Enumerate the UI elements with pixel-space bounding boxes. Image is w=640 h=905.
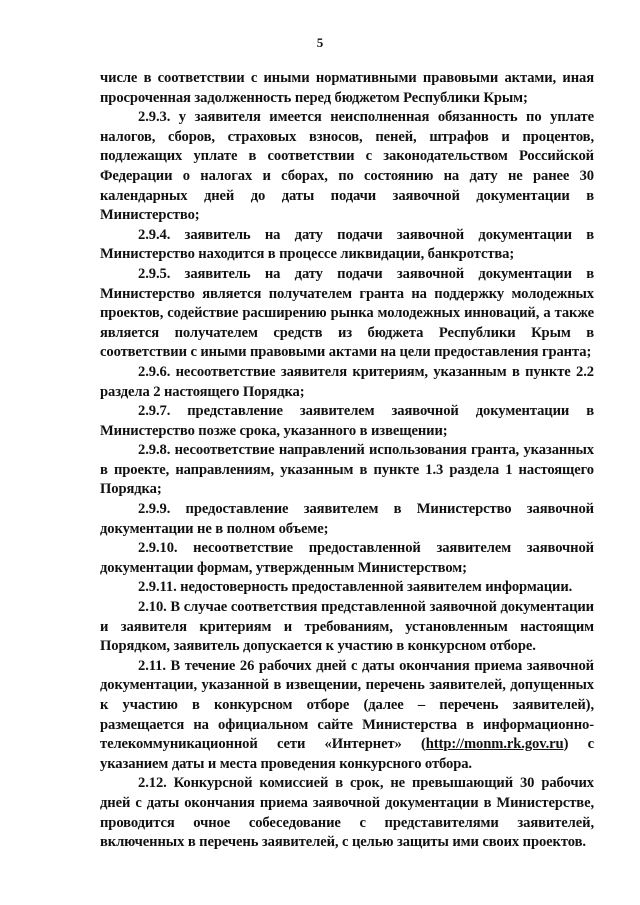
paragraph-2-10: 2.10. В случае соответствия представленной заявочной документации и заявителя критериям и требованиям, установленным настоящим Порядком, заявитель допускается к участию в конкурсном отборе. (100, 599, 594, 655)
paragraph-2-11-text-before: 2.11. В течение 26 рабочих дней с даты окончания приема заявочной документации, указанной в извещении, перечень заявителей, допущенных к участию в конкурсном отборе (далее – перечень заявителей), размещается на официальном сайте Министерства в информационно-телекоммуникационной сети «Интернет» ( (100, 657, 594, 753)
paragraph-2-9-9: 2.9.9. предоставление заявителем в Министерство заявочной документации не в полном объеме; (100, 501, 594, 537)
document-body (100, 69, 594, 853)
paragraph-2-9-3: 2.9.3. у заявителя имеется неисполненная обязанность по уплате налогов, сборов, страховых взносов, пеней, штрафов и процентов, подлежащих уплате в соответствии с законодательством Российской Федерации о налогах и сборах, по состоянию на дату не ранее 30 календарных дней до даты подачи заявочной документации в Министерство; (100, 109, 594, 224)
paragraph-2-9-6: 2.9.6. несоответствие заявителя критериям, указанным в пункте 2.2 раздела 2 настоящего Порядка; (100, 363, 594, 400)
paragraph-2-12: 2.12. Конкурсной комиссией в срок, не превышающий 30 рабочих дней с даты окончания приема заявочной документации в Министерстве, проводится очное собеседование с представителями заявителей, включенных в перечень заявителей, с целью защиты ими своих проектов. (100, 775, 594, 851)
paragraph-continuation: числе в соответствии с иными нормативными правовыми актами, иная просроченная задолженность перед бюджетом Республики Крым; (100, 70, 594, 106)
paragraph-2-11-text-after: ) с указанием даты и места проведения конкурсного отбора. (100, 736, 594, 772)
paragraph-2-11 (100, 657, 594, 775)
paragraph-2-9-4: 2.9.4. заявитель на дату подачи заявочной документации в Министерство находится в процессе ликвидации, банкротства; (100, 226, 594, 263)
page-number: 5 (316, 35, 324, 50)
paragraph-2-9-8: 2.9.8. несоответствие направлений использования гранта, указанных в проекте, направлениям, указанным в пункте 1.3 раздела 1 настоящего Порядка; (100, 442, 594, 498)
ministry-website-link[interactable]: http://monm.rk.gov.ru (425, 736, 564, 753)
paragraph-2-9-5: 2.9.5. заявитель на дату подачи заявочной документации в Министерство является получателем гранта на поддержку молодежных проектов, содействие расширению рынка молодежных инноваций, а также является получателем средств из бюджета Республики Крым в соответствии с иными правовыми актами на цели предоставления гранта; (100, 265, 594, 361)
paragraph-2-9-7: 2.9.7. представление заявителем заявочной документации в Министерство позже срока, указанного в извещении; (100, 403, 594, 439)
paragraph-2-9-10: 2.9.10. несоответствие предоставленной заявителем заявочной документации формам, утвержденным Министерством; (100, 540, 594, 576)
paragraph-2-9-11: 2.9.11. недостоверность предоставленной заявителем информации. (138, 579, 573, 596)
